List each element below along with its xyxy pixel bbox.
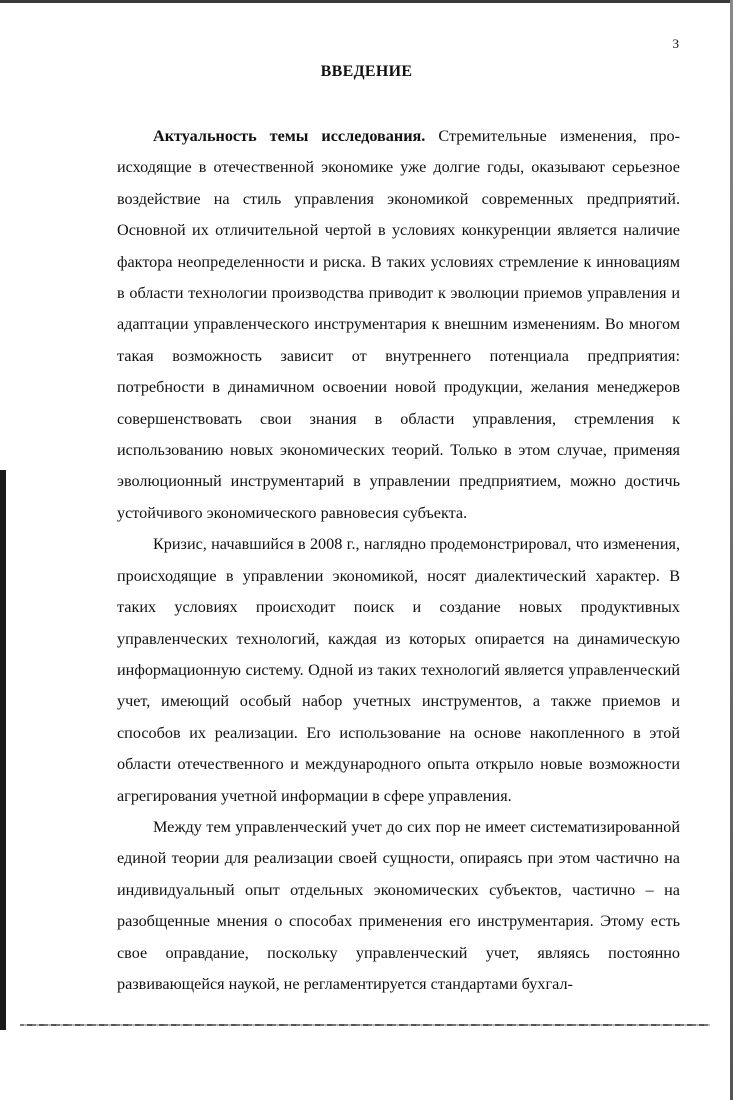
paragraph-crisis: Кризис, начавшийся в 2008 г., наглядно продемонстрировал, что изменения, происходящие в управлении экономикой, носят диалектический характер. В таких условиях происходит поиск и создание новых продуктивных управленческих технологий, каждая из которых опирается на динамическую информационную систему. Одной из таких технологий является управленческий учет, имеющий особый набор учетных инструментов, а также приемов и способов их реализации. Его использование на основе накопленного в этой области отечественного и международного опыта открыло новые возможности агрегирования учетной информации в сфере управления. bbox=[117, 535, 680, 805]
scan-edge-top bbox=[0, 0, 733, 3]
page-title: ВВЕДЕНИЕ bbox=[320, 63, 413, 80]
paragraph-lead: Актуальность темы исследования. bbox=[153, 127, 426, 145]
scan-edge-bottom bbox=[20, 1024, 710, 1026]
paragraph-relevance bbox=[117, 121, 680, 529]
page-number: 3 bbox=[672, 36, 679, 51]
paragraph-text: Стремительные изменения, происходящие в отечественной экономике уже долгие годы, оказывают серьезное воздействие на стиль управления экономикой современных предприятий. Основной их отличительной чертой в условиях конкуренции является наличие фактора неопределенности и риска. В таких условиях стремление к инновациям в области технологии производства приводит к эволюции приемов управления и адаптации управленческого инструментария к внешним изменениям. Во многом такая возможность зависит от внутреннего потенциала предприятия: потребности в динамичном освоении новой продукции, желания менеджеров совершенствовать свои знания в области управления, стремления к использованию новых экономических теорий. Только в этом случае, применяя эволюционный инструментарий в управлении предприятием, можно достичь устойчивого экономического равновесия субъекта. bbox=[117, 127, 680, 522]
document-body bbox=[117, 121, 680, 1000]
paragraph-management-accounting: Между тем управленческий учет до сих пор не имеет систематизированной единой теории для реализации своей сущности, опираясь при этом частично на индивидуальный опыт отдельных экономических субъектов, частично – на разобщенные мнения о способах применения его инструментария. Этому есть свое оправдание, поскольку управленческий учет, являясь постоянно развивающейся наукой, не регламентируется стандартами бухгал- bbox=[117, 817, 680, 993]
scan-edge-left bbox=[0, 470, 6, 1030]
